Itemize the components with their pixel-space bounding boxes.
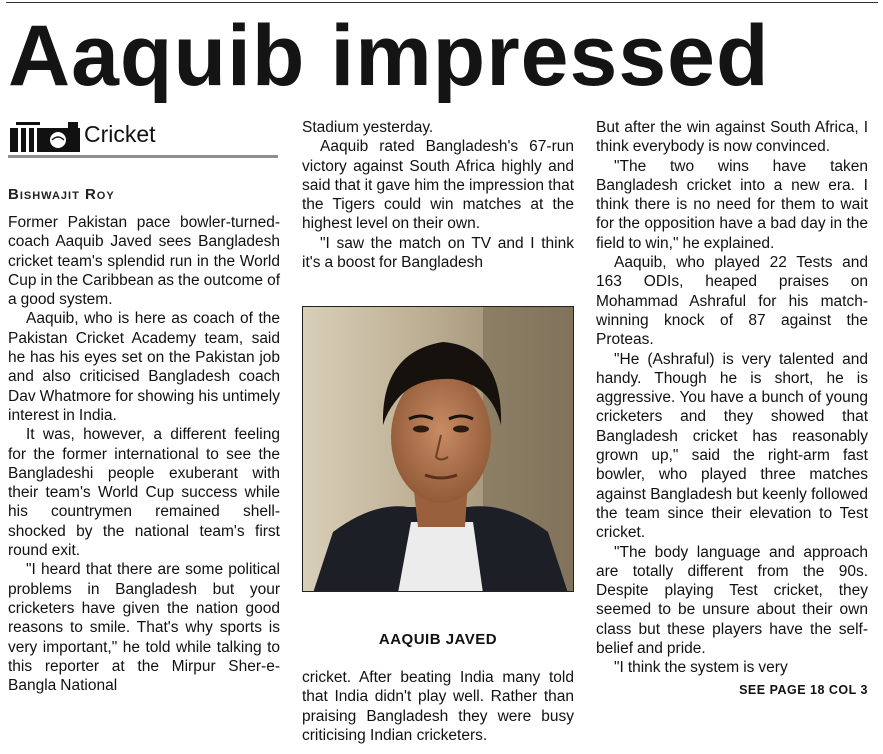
paragraph: "The two wins have taken Bangladesh cricket into a new era. I think there is no need for them to wait for the opposition have a bad day in the field to win," he explained. bbox=[596, 157, 868, 252]
article-column-2-continued bbox=[302, 668, 574, 745]
paragraph: Former Pakistan pace bowler-turned-coach Aaquib Javed sees Bangladesh cricket team's splendid run in the World Cup in the Caribbean as the outcome of a good system. bbox=[8, 214, 280, 309]
article-column-1 bbox=[8, 118, 280, 695]
photo-caption: AAQUIB JAVED bbox=[378, 631, 498, 648]
paragraph: cricket. After beating India many told that India didn't play well. Rather than praising Bangladesh they were busy criticising Indian cricketers. bbox=[302, 669, 574, 744]
portrait-image bbox=[303, 307, 574, 592]
article-column-3 bbox=[596, 118, 868, 697]
paragraph: "The body language and approach are totally different from the 90s. Despite playing Test cricket, they seemed to be unsure about their own class but these players have the self-belief and pride. bbox=[596, 543, 868, 658]
paragraph: Stadium yesterday. bbox=[302, 119, 434, 136]
section-rule bbox=[8, 155, 278, 158]
headline: Aaquib impressed bbox=[8, 8, 770, 104]
portrait-photo bbox=[302, 306, 574, 592]
paragraph: But after the win against South Africa, I think everybody is now convinced. bbox=[596, 119, 868, 156]
paragraph: Aaquib rated Bangladesh's 67-run victory against South Africa highly and said that it gave him the impression that the Tigers could win matches at the highest level on their own. bbox=[302, 138, 574, 233]
paragraph: "I heard that there are some political problems in Bangladesh but your cricketers have given the nation good reasons to smile. That's why sports is very important," he told while talking to this reporter at the Mirpur Sher-e-Bangla National bbox=[8, 561, 280, 695]
paragraph: "I saw the match on TV and I think it's a boost for Bangladesh bbox=[302, 234, 574, 272]
paragraph: Aaquib, who is here as coach of the Pakistan Cricket Academy team, said he has his eyes set on the Pakistan job and also criticised Bangladesh coach Dav Whatmore for showing his untimely interest in India. bbox=[8, 310, 280, 424]
paragraph: "I think the system is very bbox=[614, 659, 788, 677]
byline: Bishwajit Roy bbox=[8, 186, 115, 203]
top-rule bbox=[6, 2, 878, 3]
paragraph: Aaquib, who played 22 Tests and 163 ODIs, heaped praises on Mohammad Ashraful for his match-winning knock of 87 against the Proteas. bbox=[596, 254, 868, 349]
continuation-note: SEE PAGE 18 COL 3 bbox=[739, 682, 868, 697]
cricket-stumps-icon bbox=[8, 118, 84, 154]
section-header bbox=[8, 118, 280, 158]
article-column-2 bbox=[302, 118, 574, 272]
section-label: Cricket bbox=[84, 121, 156, 147]
paragraph: "He (Ashraful) is very talented and handy. Though he is short, he is aggressive. You have a bunch of young cricketers and they showed that Bangladesh cricket has reasonably grown up," said the right-arm fast bowler, who played three matches against Bangladesh but keenly followed the team since their elevation to Test cricket. bbox=[596, 350, 868, 542]
paragraph: It was, however, a different feeling for the former international to see the Bangladeshi people exuberant with their team's World Cup success while his countrymen remained shell-shocked by the national team's first round exit. bbox=[8, 426, 280, 560]
